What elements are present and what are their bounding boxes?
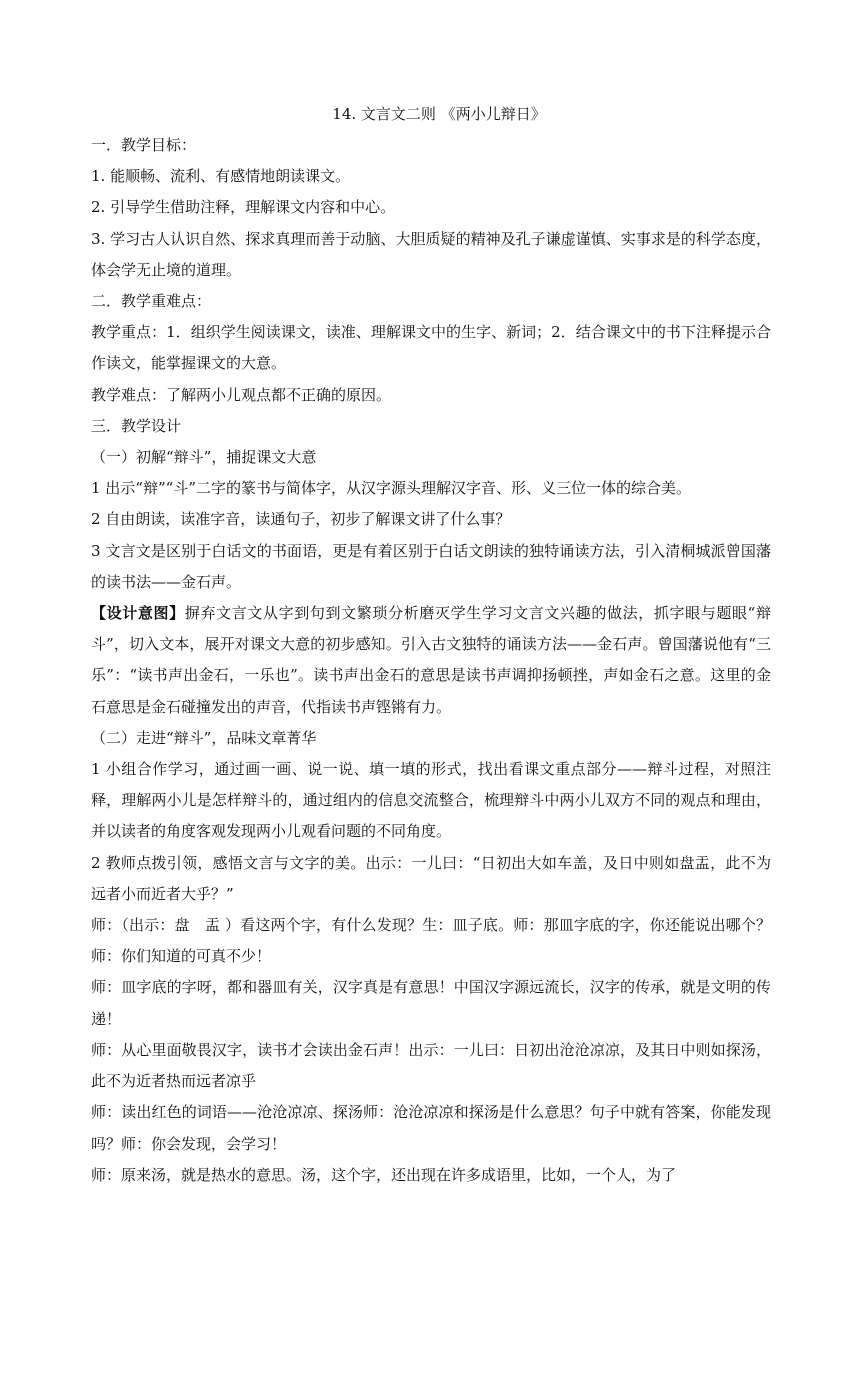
design-intent-paragraph [91, 598, 771, 723]
section-heading-design: 三．教学设计 [91, 416, 182, 435]
dialogue-3: 师：从心里面敬畏汉字，读书才会读出金石声！出示：一儿曰：日初出沧沧凉凉，及其日中则如探汤，此不为近者热而远者凉乎 [91, 1040, 771, 1091]
design-step-2: 2 自由朗读，读准字音，读通句子，初步了解课文讲了什么事？ [91, 510, 511, 529]
document-page [91, 98, 771, 1191]
design-intent-label: 【设计意图】 [91, 604, 185, 623]
dialogue-4: 师：读出红色的词语——沧沧凉凉、探汤师：沧沧凉凉和探汤是什么意思？句子中就有答案，你能发现吗？师：你会发现，会学习！ [91, 1103, 771, 1153]
lesson-title: 14. 文言文二则 《两小儿辩日》 [332, 105, 546, 123]
dialogue-1: 师：（出示：盘 盂 ）看这两个字，有什么发现？生：皿子底。师：那皿字底的字，你还能说出哪个？师：你们知道的可真不少！ [91, 916, 771, 966]
subsection-heading-1: （一）初解“辩斗”，捕捉课文大意 [91, 448, 317, 467]
objective-3: 3. 学习古人认识自然、探求真理而善于动脑、大胆质疑的精神及孔子谦虚谨慎、实事求是的科学态度，体会学无止境的道理。 [91, 229, 771, 279]
section-heading-objectives: 一．教学目标： [91, 136, 197, 154]
section-heading-key-points: 二．教学重难点： [91, 292, 212, 311]
objective-1: 1. 能顺畅、流利、有感情地朗读课文。 [91, 167, 351, 186]
objective-2: 2. 引导学生借助注释，理解课文内容和中心。 [91, 198, 396, 217]
design-step-3: 3 文言文是区别于白话文的书面语，更是有着区别于白话文朗读的独特诵读方法，引入清桐城派曾国藩的读书法——金石声。 [91, 541, 771, 591]
design-intent-text: 摒弃文言文从字到句到文繁琐分析磨灭学生学习文言文兴趣的做法，抓字眼与题眼“辩斗”，切入文本，展开对课文大意的初步感知。引入古文独特的诵读方法——金石声。曾国藩说他有“三乐”：“读书声出金石，一乐也”。读书声出金石的意思是读书声调抑扬顿挫，声如金石之意。这里的金石意思是金石碰撞发出的声音，代指读书声铿锵有力。 [91, 604, 771, 716]
dialogue-2: 师：皿字底的字呀，都和器皿有关，汉字真是有意思！中国汉字源远流长，汉字的传承，就是文明的传递！ [91, 978, 771, 1028]
design-step-1: 1 出示“辩”“斗”二字的篆书与简体字，从汉字源头理解汉字音、形、义三位一体的综合美。 [91, 479, 691, 498]
key-points-paragraph: 教学重点：1．组织学生阅读课文，读准、理解课文中的生字、新词；2．结合课文中的书下注释提示合作读文，能掌握课文的大意。 [91, 323, 771, 373]
dialogue-5: 师：原来汤，就是热水的意思。汤，这个字，还出现在许多成语里，比如，一个人，为了 [91, 1165, 677, 1184]
subsection-heading-2: （二）走进“辩斗”，品味文章菁华 [91, 728, 317, 747]
difficult-points-paragraph: 教学难点：了解两小儿观点都不正确的原因。 [91, 385, 392, 404]
activity-step-1: 1 小组合作学习，通过画一画、说一说、填一填的形式，找出看课文重点部分——辩斗过程，对照注释，理解两小儿是怎样辩斗的，通过组内的信息交流整合，梳理辩斗中两小儿双方不同的观点和理由，并以读者的角度客观发现两小儿观看问题的不同角度。 [91, 760, 771, 841]
activity-step-2: 2 教师点拨引领，感悟文言与文字的美。出示：一儿曰：“日初出大如车盖，及日中则如盘盂，此不为远者小而近者大乎？” [91, 853, 771, 903]
